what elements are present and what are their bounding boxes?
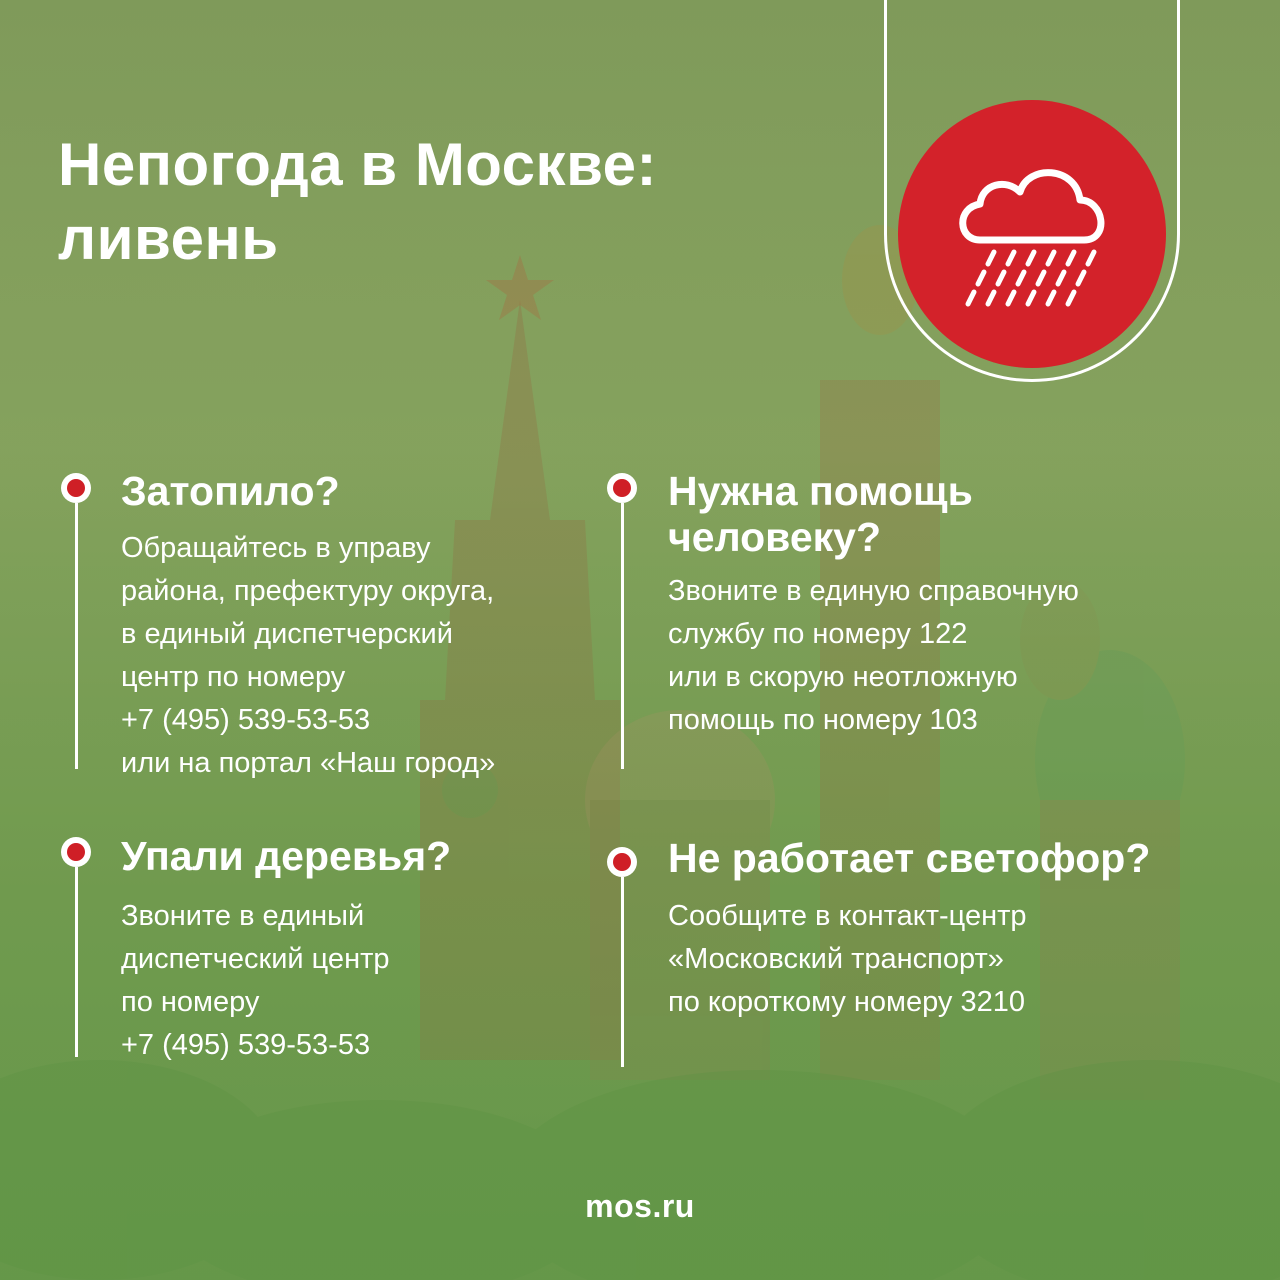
bullet-line-4 — [621, 877, 624, 1067]
block-1-line-1: Обращайтесь в управу — [121, 532, 431, 564]
page-title — [58, 128, 657, 276]
block-4-text — [668, 895, 1027, 1024]
bullet-dot-4 — [607, 847, 637, 877]
block-2-line-4: помощь по номеру 103 — [668, 704, 978, 736]
block-1-heading: Затопило? — [121, 468, 340, 514]
weather-badge — [898, 100, 1166, 368]
block-3-line-4: +7 (495) 539-53-53 — [121, 1029, 371, 1061]
block-1-line-4: центр по номеру — [121, 661, 346, 693]
title-line-1: Непогода в Москве: — [58, 131, 658, 198]
block-3-heading: Упали деревья? — [121, 833, 452, 879]
block-2-heading — [668, 468, 973, 560]
block-4-line-2: «Московский транспорт» — [668, 943, 1004, 975]
block-3-text — [121, 895, 390, 1067]
rain-cloud-icon — [898, 100, 1166, 368]
bullet-line-2 — [621, 503, 624, 769]
block-2-heading-line-1: Нужна помощь — [668, 468, 973, 514]
block-3-line-1: Звоните в единый — [121, 900, 365, 932]
block-4-heading: Не работает светофор? — [668, 835, 1151, 881]
block-1-line-3: в единый диспетчерский — [121, 618, 453, 650]
block-3-line-3: по номеру — [121, 986, 260, 1018]
block-1-text — [121, 527, 495, 785]
block-3-line-2: диспетческий центр — [121, 943, 390, 975]
block-4-line-1: Сообщите в контакт-центр — [668, 900, 1027, 932]
block-2-text — [668, 570, 1079, 742]
footer-site: mos.ru — [585, 1188, 695, 1224]
bullet-line-3 — [75, 867, 78, 1057]
block-1-line-5: +7 (495) 539-53-53 — [121, 704, 371, 736]
bullet-line-1 — [75, 503, 78, 769]
block-2-line-1: Звоните в единую справочную — [668, 575, 1079, 607]
block-4-line-3: по короткому номеру 3210 — [668, 986, 1025, 1018]
block-2-line-2: службу по номеру 122 — [668, 618, 968, 650]
block-1-line-2: района, префектуру округа, — [121, 575, 495, 607]
block-2-heading-line-2: человеку? — [668, 514, 881, 560]
bullet-dot-3 — [61, 837, 91, 867]
block-2-line-3: или в скорую неотложную — [668, 661, 1018, 693]
block-1-line-6: или на портал «Наш город» — [121, 747, 496, 779]
bullet-dot-1 — [61, 473, 91, 503]
title-line-2: ливень — [58, 205, 279, 272]
bullet-dot-2 — [607, 473, 637, 503]
